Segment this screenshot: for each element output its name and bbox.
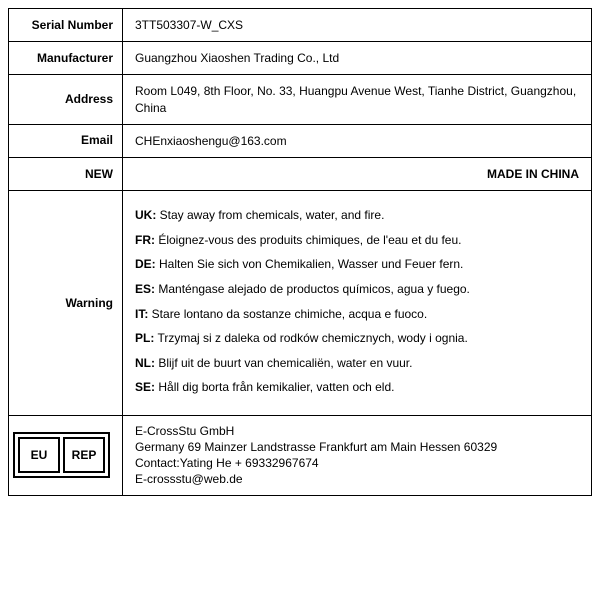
warning-lang-es: ES: xyxy=(135,281,156,296)
row-manufacturer xyxy=(9,42,591,75)
warning-lang-it: IT: xyxy=(135,306,149,321)
row-serial-number xyxy=(9,9,591,42)
warning-text-it: Stare lontano da sostanze chimiche, acqua e fuoco. xyxy=(148,306,428,321)
warning-line-it xyxy=(135,307,579,323)
row-warning xyxy=(9,191,591,416)
warning-lang-uk: UK: xyxy=(135,208,157,223)
eu-rep-contact-block xyxy=(123,416,591,495)
warning-text-de: Halten Sie sich von Chemikalien, Wasser und Feuer fern. xyxy=(155,257,464,272)
warning-lang-fr: FR: xyxy=(135,232,155,247)
warning-line-es xyxy=(135,282,579,298)
row-new-made-in-china xyxy=(9,158,591,191)
serial-number-label: Serial Number xyxy=(9,9,123,41)
eu-box: EU xyxy=(18,437,60,473)
warning-text-fr: Éloignez-vous des produits chimiques, de l'eau et du feu. xyxy=(155,232,462,247)
eu-rep-contact: Contact:Yating He + 69332967674 xyxy=(135,455,319,470)
row-eu-rep xyxy=(9,416,591,495)
warning-lang-de: DE: xyxy=(135,257,156,272)
warning-line-se xyxy=(135,380,579,396)
email-value: CHEnxiaoshengu@163.com xyxy=(135,133,287,148)
manufacturer-value: Guangzhou Xiaoshen Trading Co., Ltd xyxy=(135,51,340,66)
warning-lang-pl: PL: xyxy=(135,331,155,346)
warning-line-nl xyxy=(135,356,579,372)
row-email xyxy=(9,125,591,158)
rep-box: REP xyxy=(63,437,105,473)
warning-line-de xyxy=(135,257,579,273)
row-address xyxy=(9,75,591,124)
warning-line-uk xyxy=(135,208,579,224)
serial-number-value: 3TT503307-W_CXS xyxy=(135,18,244,32)
new-label: NEW xyxy=(9,158,123,190)
warning-text-se: Håll dig borta från kemikalier, vatten och eld. xyxy=(155,380,395,395)
warning-lang-nl: NL: xyxy=(135,355,155,370)
warning-label: Warning xyxy=(9,191,123,415)
warning-text-uk: Stay away from chemicals, water, and fire. xyxy=(156,208,385,223)
made-in-china-value: MADE IN CHINA xyxy=(487,166,579,181)
address-label: Address xyxy=(9,75,123,123)
eu-rep-symbol-cell xyxy=(9,416,123,495)
address-value: Room L049, 8th Floor, No. 33, Huangpu Avenue West, Tianhe District, Guangzhou, China xyxy=(135,84,577,115)
email-label: Email xyxy=(9,125,123,157)
warning-text-block xyxy=(123,191,591,415)
warning-lang-se: SE: xyxy=(135,380,156,395)
eu-rep-address: Germany 69 Mainzer Landstrasse Frankfurt am Main Hessen 60329 xyxy=(135,439,498,454)
eu-rep-icon xyxy=(13,432,110,478)
eu-rep-company: E-CrossStu GmbH xyxy=(135,423,235,438)
warning-text-es: Manténgase alejado de productos químicos, agua y fuego. xyxy=(155,281,470,296)
warning-text-nl: Blijf uit de buurt van chemicaliën, water en vuur. xyxy=(155,355,413,370)
product-label-table xyxy=(8,8,592,496)
manufacturer-label: Manufacturer xyxy=(9,42,123,74)
warning-text-pl: Trzymaj si z daleka od rodków chemicznych, wody i ognia. xyxy=(154,331,468,346)
warning-line-pl xyxy=(135,331,579,347)
eu-rep-email: E-crossstu@web.de xyxy=(135,471,243,486)
warning-line-fr xyxy=(135,233,579,249)
